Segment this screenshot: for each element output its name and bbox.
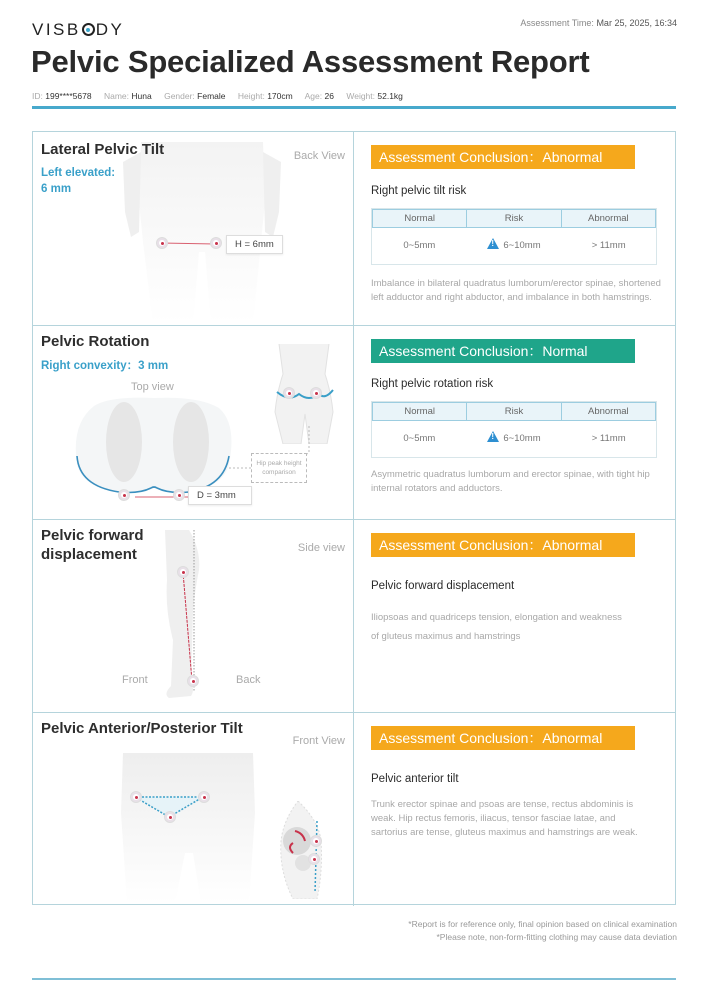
- header-risk: Risk: [467, 403, 561, 420]
- measurement-label: D = 3mm: [188, 486, 252, 505]
- lateral-tilt-figure-panel: [33, 132, 354, 325]
- description: Trunk erector spinae and psoas are tense, rectus abdominis is weak. Hip rectus femoris, iliacus, tensor fasciae latae, and sartorius are tense, gluteus maximus and hamstrings are weak.: [371, 799, 638, 838]
- value-risk: ! 6~10mm: [467, 421, 562, 457]
- patient-info: ID: 199****5678 Name: Huna Gender: Female Height: 170cm Age: 26 Weight: 52.1kg: [32, 91, 403, 101]
- tilt-line: [159, 240, 219, 246]
- marker-hip-peak-right: [311, 388, 321, 398]
- finding-subtitle: Pelvic forward displacement: [371, 580, 515, 592]
- marker-left-hip: [157, 238, 167, 248]
- marker-hip-peak-left: [284, 388, 294, 398]
- patient-name: Huna: [131, 91, 152, 101]
- description: Imbalance in bilateral quadratus lumborum/erector spinae, shortened left adductor and right abductor, and imbalance in both hamstrings.: [371, 278, 661, 303]
- logo-eye-icon: [82, 23, 95, 36]
- header-divider: [32, 106, 676, 109]
- header-normal: Normal: [373, 403, 467, 420]
- marker-right-hip: [174, 490, 184, 500]
- patient-id: 199****5678: [45, 91, 92, 101]
- forward-displacement-figure-panel: [33, 520, 354, 712]
- section-pelvic-anterior-posterior-tilt: [33, 713, 675, 906]
- view-label: Front View: [292, 735, 345, 747]
- header-abnormal: Abnormal: [587, 213, 629, 224]
- side-view-leg-illustration: [161, 530, 211, 702]
- side-pelvis-illustration: [273, 801, 328, 899]
- footer-divider: [32, 978, 676, 980]
- rotation-result-panel: [354, 326, 675, 519]
- rotation-line: [133, 494, 193, 500]
- warning-icon: [487, 431, 499, 442]
- header-normal: Normal: [373, 210, 467, 227]
- back-view-body-illustration: [113, 142, 293, 324]
- description: Asymmetric quadratus lumborum and erector spinae, with tight hip internal rotators and adductors.: [371, 469, 650, 494]
- value-abnormal: > 11mm: [591, 240, 626, 251]
- risk-subtitle: Right pelvic tilt risk: [371, 185, 467, 197]
- marker-pubic: [165, 812, 175, 822]
- ap-tilt-figure-panel: [33, 713, 354, 906]
- rotation-figure-panel: [33, 326, 354, 519]
- marker-left-hip: [119, 490, 129, 500]
- conclusion-badge: Assessment Conclusion：Abnormal: [371, 533, 635, 557]
- section-title: Pelvic Rotation: [41, 333, 150, 350]
- value-normal: 0~5mm: [403, 240, 436, 251]
- section-title: Pelvic Anterior/Posterior Tilt: [41, 720, 243, 737]
- measurement-label: H = 6mm: [226, 235, 283, 254]
- footnote-clothing: *Please note, non-form-fitting clothing may cause data deviation: [436, 932, 677, 942]
- header-abnormal: Abnormal: [587, 406, 629, 417]
- marker-ankle: [188, 676, 198, 686]
- footnotes: [408, 918, 677, 944]
- rotation-value: Right convexity：3 mm: [41, 360, 169, 372]
- marker-right-asis: [199, 792, 209, 802]
- assessment-time: Assessment Time: Mar 25, 2025, 16:34: [520, 18, 677, 28]
- ap-tilt-result-panel: [354, 713, 675, 906]
- marker-right-hip: [211, 238, 221, 248]
- marker-side-pubic: [309, 854, 319, 864]
- marker-left-asis: [131, 792, 141, 802]
- marker-hip: [178, 567, 188, 577]
- conclusion-badge: Assessment Conclusion：Abnormal: [371, 145, 635, 169]
- risk-subtitle: Right pelvic rotation risk: [371, 378, 494, 390]
- patient-gender: Female: [197, 91, 226, 101]
- lateral-tilt-result-panel: [354, 132, 675, 325]
- page-title: Pelvic Specialized Assessment Report: [31, 44, 590, 79]
- description: Iliopsoas and quadriceps tension, elongation and weakness of gluteus maximus and hamstrings: [371, 612, 622, 642]
- patient-weight: 52.1kg: [377, 91, 403, 101]
- front-label: Front: [122, 674, 148, 686]
- section-lateral-pelvic-tilt: [33, 132, 675, 326]
- value-risk: ! 6~10mm: [467, 228, 562, 264]
- value-abnormal: > 11mm: [591, 433, 626, 444]
- hip-peak-callout: Hip peak height comparison: [251, 453, 307, 483]
- view-label: Side view: [297, 542, 345, 554]
- finding-subtitle: Pelvic anterior tilt: [371, 773, 459, 785]
- value-normal: 0~5mm: [403, 433, 436, 444]
- marker-side-asis: [311, 836, 321, 846]
- assessment-grid: [32, 131, 676, 905]
- risk-range-table: [371, 401, 657, 458]
- view-label: Top view: [131, 381, 174, 393]
- section-title: Pelvic forward displacement: [41, 527, 144, 563]
- section-pelvic-forward-displacement: [33, 520, 675, 713]
- risk-range-table: [371, 208, 657, 265]
- conclusion-badge: Assessment Conclusion：Normal: [371, 339, 635, 363]
- view-label: Back View: [293, 150, 345, 162]
- section-title: Lateral Pelvic Tilt: [41, 141, 165, 158]
- section-pelvic-rotation: [33, 326, 675, 520]
- header-risk: Risk: [467, 210, 561, 227]
- patient-height: 170cm: [267, 91, 293, 101]
- front-view-body-illustration: [113, 753, 263, 903]
- back-label: Back: [236, 674, 261, 686]
- tilt-value: Left elevated: 6 mm: [41, 167, 116, 195]
- forward-displacement-result-panel: [354, 520, 675, 712]
- brand-logo: VISB DY: [32, 20, 125, 39]
- footnote-reference: *Report is for reference only, final opinion based on clinical examination: [408, 919, 677, 929]
- callout-connector: [229, 426, 329, 476]
- conclusion-badge: Assessment Conclusion：Abnormal: [371, 726, 635, 750]
- patient-age: 26: [324, 91, 334, 101]
- warning-icon: [487, 238, 499, 249]
